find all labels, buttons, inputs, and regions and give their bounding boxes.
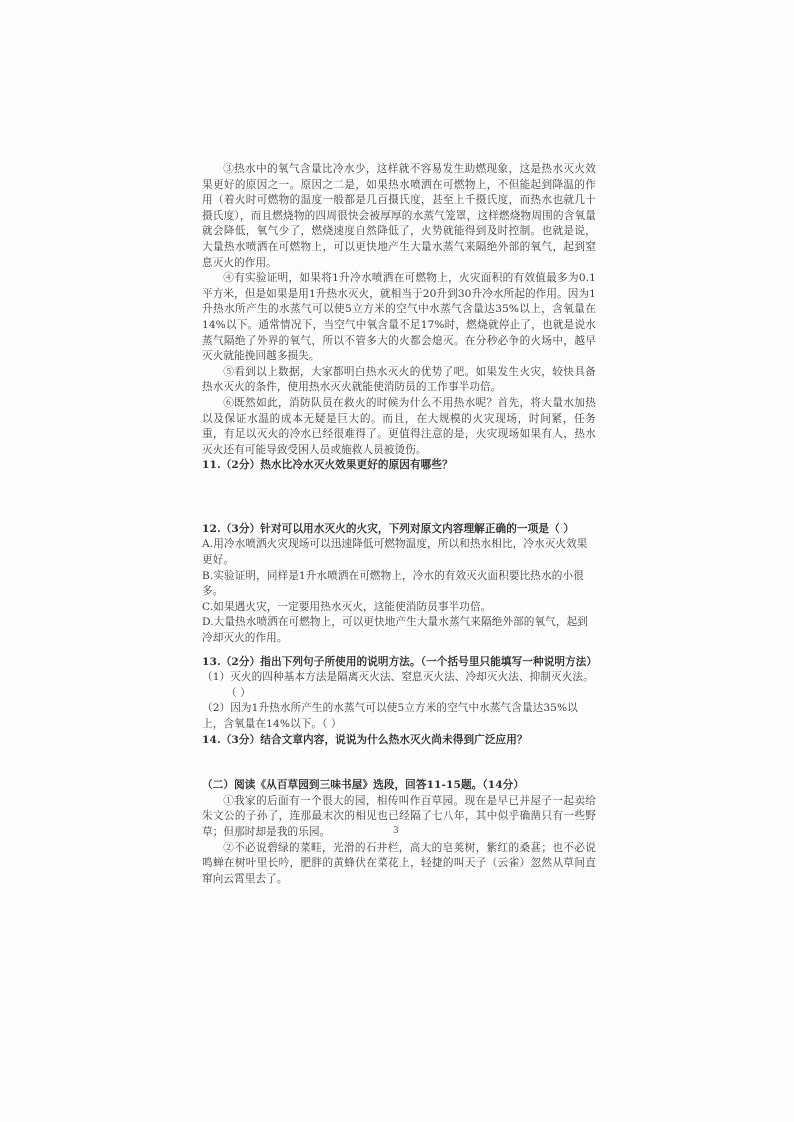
question-12-option-b: B.实验证明，同样是1升水喷洒在可燃物上，冷水的有效灭火面积要比热水的小很多。 bbox=[202, 569, 584, 598]
question-12-option-c: C.如果遇火灾，一定要用热水灭火，这能使消防员事半功倍。 bbox=[202, 600, 492, 613]
question-12-option-a: A.用冷水喷洒火灾现场可以迅速降低可燃物温度，所以和热水相比，冷水灭火效果更好。 bbox=[202, 538, 588, 567]
question-12: 12.（3分）针对可以用水灭火的火灾，下列对原文内容理解正确的一项是（ ） bbox=[202, 522, 575, 535]
question-12-option-d: D.大量热水喷洒在可燃物上，可以更快地产生大量水蒸气来隔绝外部的氧气，起到冷却灭火的作用。 bbox=[202, 616, 588, 645]
page-content bbox=[202, 162, 596, 887]
question-13-item-1-blank[interactable]: （ ） bbox=[226, 686, 251, 699]
page-number: 3 bbox=[393, 826, 399, 836]
answer-space-11[interactable] bbox=[202, 474, 596, 514]
section-2-heading: （二）阅读《从百草园到三味书屋》选段，回答11-15题。（14分） bbox=[202, 779, 525, 792]
passage-paragraph-3: ③热水中的氧气含量比冷水少，这样就不容易发生助燃现象，这是热水灭火效果更好的原因之一。原因之二是，如果热水喷洒在可燃物上，不但能起到降温的作用（着火时可燃物的温度一般都是几百摄氏度，甚至上千摄氏度，而热水也就几十摄氏度），而且燃烧物的四周很快会被厚厚的水蒸气笼罩，这样燃烧物周围的含氧量就会降低，氧气少了，燃烧速度自然降低了，火势就能得到及时控制。也就是说，大量热水喷洒在可燃物上，可以更快地产生大量水蒸气来隔绝外部的氧气，起到窒息灭火的作用。 bbox=[202, 163, 596, 269]
question-11: 11.（2分）热水比冷水灭火效果更好的原因有哪些？ bbox=[202, 459, 453, 472]
question-13: 13.（2分）指出下列句子所使用的说明方法。（一个括号里只能填写一种说明方法） bbox=[202, 655, 598, 668]
question-13-item-2: （2）因为1升热水所产生的水蒸气可以使5立方米的空气中水蒸气含量达35%以上，含氧量在14%以下。（ ） bbox=[202, 702, 578, 730]
question-13-item-1: （1）灭火的四种基本方法是隔离灭火法、窒息灭火法、冷却灭火法、抑制灭火法。 bbox=[202, 671, 594, 684]
passage-paragraph-6: ⑥既然如此，消防队员在救火的时候为什么不用热水呢？首先，将大量水加热以及保证水温的成本无疑是巨大的。而且，在大规模的火灾现场，时间紧，任务重，有足以灭火的冷水已经很难得了。更值得注意的是，火灾现场如果有人，热水灭火还有可能导致受困人员或施救人员被烫伤。 bbox=[202, 396, 596, 456]
passage-paragraph-5: ⑤看到以上数据，大家都明白热水灭火的优势了吧。如果发生火灾，较快具备热水灭火的条件，使用热水灭火就能使消防员的工作事半功倍。 bbox=[202, 365, 596, 394]
answer-space-14[interactable] bbox=[202, 748, 596, 770]
section-2-paragraph-1: ①我家的后面有一个很大的园，相传叫作百草园。现在是早已并屋子一起卖给朱文公的子孙了，连那最末次的相见也已经隔了七八年，其中似乎确凿只有一些野草；但那时却是我的乐园。 bbox=[202, 794, 596, 838]
passage-paragraph-4: ④有实验证明，如果将1升冷水喷洒在可燃物上，火灾面积的有效值最多为0.1平方米，但是如果是用1升热水灭火，就相当于20升到30升冷水所起的作用。因为1升热水所产生的水蒸气可以使5立方米的空气中水蒸气含量达35%以上，含氧量在14%以下。通常情况下，当空气中氧含量不足17%时，燃烧就停止了，也就是说水蒸气隔绝了外界的氧气，所以不管多大的火都会熄灭。在分秒必争的火场中，越早灭火就能挽回越多损失。 bbox=[202, 272, 596, 363]
question-14: 14.（3分）结合文章内容，说说为什么热水灭火尚未得到广泛应用？ bbox=[202, 733, 528, 746]
section-2-paragraph-2: ②不必说碧绿的菜畦，光滑的石井栏，高大的皂荚树，紫红的桑葚；也不必说鸣蝉在树叶里长吟，肥胖的黄蜂伏在菜花上，轻捷的叫天子（云雀）忽然从草间直窜向云霄里去了。 bbox=[202, 841, 596, 885]
